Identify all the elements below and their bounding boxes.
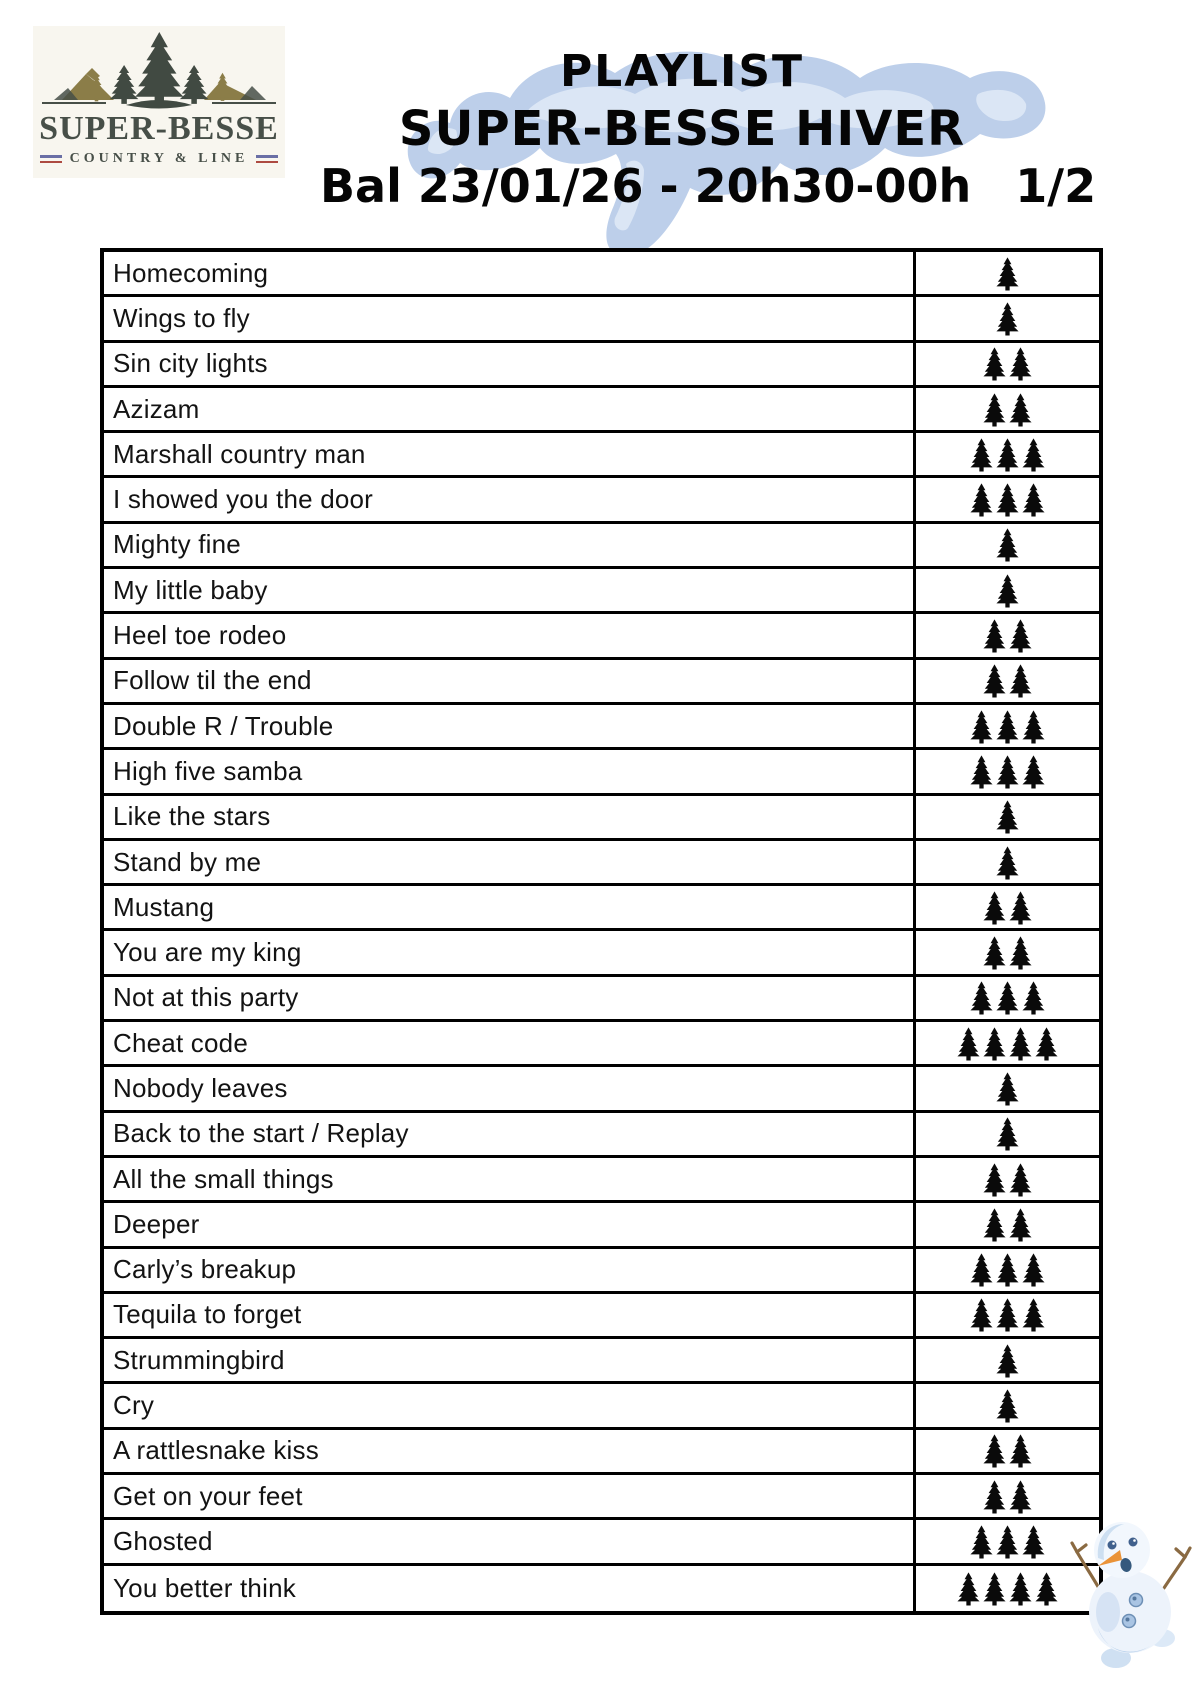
difficulty-cell	[916, 343, 1099, 385]
pine-tree-icon	[969, 754, 994, 789]
table-row	[104, 1430, 1099, 1475]
difficulty-cell	[916, 931, 1099, 973]
song-title: My little baby	[104, 569, 916, 611]
table-row	[104, 1339, 1099, 1384]
pine-tree-icon	[995, 573, 1020, 608]
table-row	[104, 705, 1099, 750]
table-row	[104, 1475, 1099, 1520]
song-title: Cry	[104, 1384, 916, 1426]
table-row	[104, 252, 1099, 297]
pine-tree-icon	[1008, 1026, 1033, 1061]
table-row	[104, 750, 1099, 795]
pine-tree-icon	[995, 799, 1020, 834]
table-row	[104, 1294, 1099, 1339]
table-row	[104, 524, 1099, 569]
difficulty-cell	[916, 297, 1099, 339]
table-row	[104, 1203, 1099, 1248]
table-row	[104, 1067, 1099, 1112]
song-title: High five samba	[104, 750, 916, 792]
pine-tree-icon	[1021, 1252, 1046, 1287]
table-row	[104, 343, 1099, 388]
pine-tree-icon	[1008, 1207, 1033, 1242]
pine-tree-icon	[982, 890, 1007, 925]
pine-tree-icon	[1021, 1524, 1046, 1559]
pine-tree-icon	[995, 301, 1020, 336]
difficulty-cell	[916, 1339, 1099, 1381]
pine-tree-icon	[982, 392, 1007, 427]
table-row	[104, 1384, 1099, 1429]
logo-title: SUPER-BESSE	[39, 110, 279, 147]
difficulty-cell	[916, 750, 1099, 792]
song-title: Carly’s breakup	[104, 1249, 916, 1291]
pine-tree-icon	[1008, 346, 1033, 381]
song-title: Get on your feet	[104, 1475, 916, 1517]
pine-tree-icon	[1021, 980, 1046, 1015]
pine-tree-icon	[1034, 1026, 1059, 1061]
difficulty-cell	[916, 705, 1099, 747]
difficulty-cell	[916, 660, 1099, 702]
song-title: Nobody leaves	[104, 1067, 916, 1109]
song-title: Double R / Trouble	[104, 705, 916, 747]
table-row	[104, 388, 1099, 433]
difficulty-cell	[916, 1022, 1099, 1064]
difficulty-cell	[916, 433, 1099, 475]
difficulty-cell	[916, 524, 1099, 566]
pine-tree-icon	[969, 1252, 994, 1287]
page-title: PLAYLIST	[559, 46, 805, 97]
table-row	[104, 614, 1099, 659]
page-number: 1/2	[1015, 159, 1097, 213]
pine-tree-icon	[982, 1433, 1007, 1468]
pine-tree-icon	[982, 663, 1007, 698]
super-besse-logo	[33, 26, 285, 178]
pine-tree-icon	[969, 1524, 994, 1559]
table-row	[104, 1113, 1099, 1158]
song-title: Wings to fly	[104, 297, 916, 339]
table-row	[104, 931, 1099, 976]
song-title: Mighty fine	[104, 524, 916, 566]
difficulty-cell	[916, 796, 1099, 838]
pine-tree-icon	[1008, 663, 1033, 698]
table-row	[104, 886, 1099, 931]
pine-tree-icon	[995, 980, 1020, 1015]
pine-tree-icon	[995, 1071, 1020, 1106]
playlist-table	[100, 248, 1103, 1615]
pine-tree-icon	[969, 709, 994, 744]
pine-tree-icon	[1008, 1162, 1033, 1197]
song-title: Stand by me	[104, 841, 916, 883]
song-title: Azizam	[104, 388, 916, 430]
song-title: A rattlesnake kiss	[104, 1430, 916, 1472]
pine-tree-icon	[982, 1162, 1007, 1197]
pine-tree-icon	[995, 1388, 1020, 1423]
difficulty-cell	[916, 478, 1099, 520]
difficulty-cell	[916, 1158, 1099, 1200]
difficulty-cell	[916, 569, 1099, 611]
difficulty-cell	[916, 1067, 1099, 1109]
pine-tree-icon	[969, 1297, 994, 1332]
table-row	[104, 1566, 1099, 1611]
pine-tree-icon	[995, 1343, 1020, 1378]
logo-trees-illustration	[34, 26, 284, 114]
pine-tree-icon	[969, 482, 994, 517]
song-title: Cheat code	[104, 1022, 916, 1064]
difficulty-cell	[916, 1249, 1099, 1291]
pine-tree-icon	[1021, 754, 1046, 789]
difficulty-cell	[916, 388, 1099, 430]
pine-tree-icon	[982, 1207, 1007, 1242]
pine-tree-icon	[982, 1479, 1007, 1514]
pine-tree-icon	[995, 1524, 1020, 1559]
table-row	[104, 297, 1099, 342]
flag-stripes-left-icon	[40, 155, 62, 163]
pine-tree-icon	[995, 256, 1020, 291]
pine-tree-icon	[995, 437, 1020, 472]
table-row	[104, 433, 1099, 478]
pine-tree-icon	[1034, 1571, 1059, 1606]
pine-tree-icon	[969, 437, 994, 472]
pine-tree-icon	[1008, 890, 1033, 925]
pine-tree-icon	[995, 1116, 1020, 1151]
table-row	[104, 569, 1099, 614]
song-title: Deeper	[104, 1203, 916, 1245]
pine-tree-icon	[1008, 1571, 1033, 1606]
song-title: All the small things	[104, 1158, 916, 1200]
difficulty-cell	[916, 252, 1099, 294]
table-row	[104, 1158, 1099, 1203]
table-row	[104, 478, 1099, 523]
song-title: Not at this party	[104, 977, 916, 1019]
pine-tree-icon	[1008, 1479, 1033, 1514]
table-row	[104, 796, 1099, 841]
header	[320, 44, 1097, 214]
pine-tree-icon	[1008, 392, 1033, 427]
song-title: Follow til the end	[104, 660, 916, 702]
song-title: Tequila to forget	[104, 1294, 916, 1336]
pine-tree-icon	[995, 709, 1020, 744]
table-row	[104, 1249, 1099, 1294]
song-title: Marshall country man	[104, 433, 916, 475]
song-title: Strummingbird	[104, 1339, 916, 1381]
song-title: Back to the start / Replay	[104, 1113, 916, 1155]
pine-tree-icon	[1008, 618, 1033, 653]
flag-stripes-right-icon	[256, 155, 278, 163]
pine-tree-icon	[1008, 935, 1033, 970]
difficulty-cell	[916, 886, 1099, 928]
pine-tree-icon	[995, 482, 1020, 517]
pine-tree-icon	[995, 754, 1020, 789]
difficulty-cell	[916, 1203, 1099, 1245]
pine-tree-icon	[969, 980, 994, 1015]
pine-tree-icon	[1021, 437, 1046, 472]
event-date: Bal 23/01/26 - 20h30-00h	[320, 159, 972, 213]
pine-tree-icon	[995, 527, 1020, 562]
pine-tree-icon	[982, 1026, 1007, 1061]
difficulty-cell	[916, 841, 1099, 883]
difficulty-cell	[916, 977, 1099, 1019]
pine-tree-icon	[1021, 482, 1046, 517]
pine-tree-icon	[1008, 1433, 1033, 1468]
song-title: Mustang	[104, 886, 916, 928]
snowman-illustration	[1070, 1508, 1192, 1676]
pine-tree-icon	[1021, 709, 1046, 744]
event-date-line	[320, 158, 1097, 214]
song-title: You better think	[104, 1566, 916, 1611]
pine-tree-icon	[982, 1571, 1007, 1606]
table-row	[104, 1520, 1099, 1565]
logo-subtitle: COUNTRY & LINE	[69, 151, 249, 166]
difficulty-cell	[916, 1384, 1099, 1426]
pine-tree-icon	[956, 1026, 981, 1061]
pine-tree-icon	[1021, 1297, 1046, 1332]
pine-tree-icon	[995, 1252, 1020, 1287]
song-title: Ghosted	[104, 1520, 916, 1562]
table-row	[104, 660, 1099, 705]
pine-tree-icon	[956, 1571, 981, 1606]
pine-tree-icon	[995, 845, 1020, 880]
pine-tree-icon	[982, 346, 1007, 381]
pine-tree-icon	[995, 1297, 1020, 1332]
table-row	[104, 841, 1099, 886]
song-title: You are my king	[104, 931, 916, 973]
difficulty-cell	[916, 614, 1099, 656]
song-title: Like the stars	[104, 796, 916, 838]
difficulty-cell	[916, 1113, 1099, 1155]
pine-tree-icon	[982, 618, 1007, 653]
song-title: Sin city lights	[104, 343, 916, 385]
table-row	[104, 1022, 1099, 1067]
pine-tree-icon	[982, 935, 1007, 970]
song-title: Homecoming	[104, 252, 916, 294]
difficulty-cell	[916, 1294, 1099, 1336]
song-title: Heel toe rodeo	[104, 614, 916, 656]
table-row	[104, 977, 1099, 1022]
difficulty-cell	[916, 1430, 1099, 1472]
song-title: I showed you the door	[104, 478, 916, 520]
page-subtitle: SUPER-BESSE HIVER	[398, 101, 966, 157]
